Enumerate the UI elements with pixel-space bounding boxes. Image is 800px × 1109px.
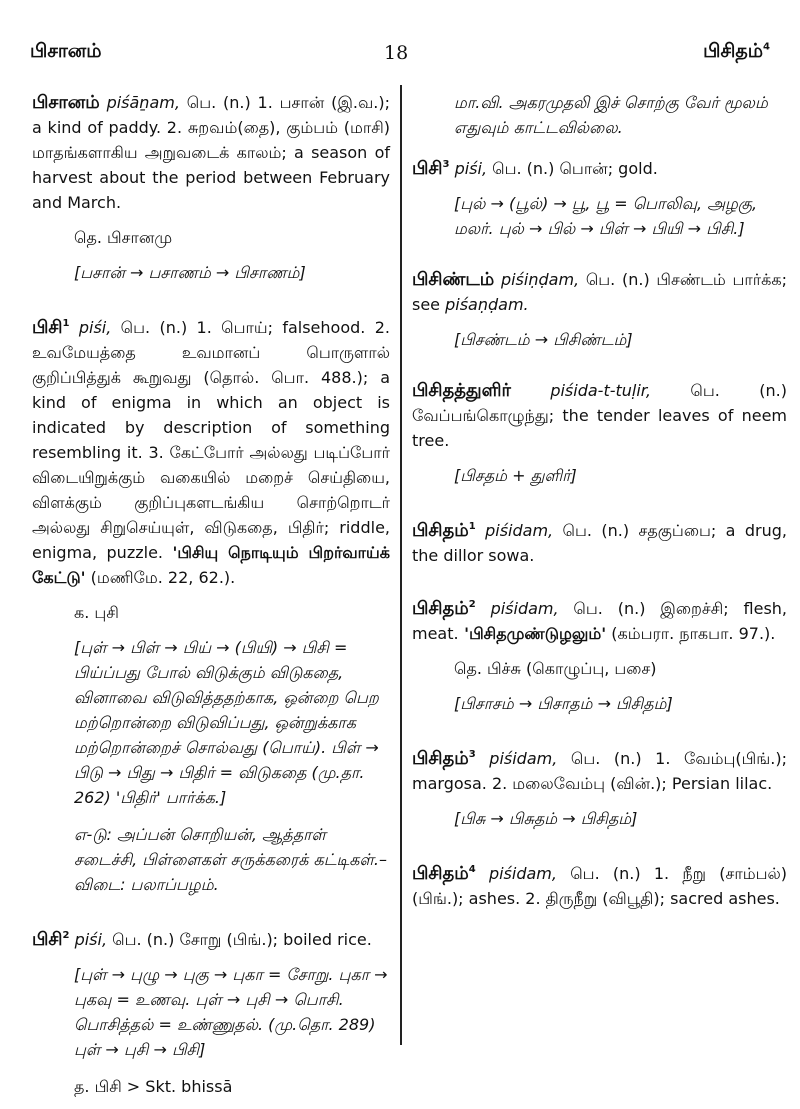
entry-pisi-2 (32, 923, 390, 952)
derivation: [பிசாசம் → பிசாதம் → பிசிதம்] (454, 694, 673, 713)
homonym-number: 1 (62, 318, 70, 329)
entry-pisindam (412, 267, 787, 317)
left-column (32, 90, 390, 1109)
running-head-right-word: பிசிதம் (703, 40, 764, 62)
transliteration: piśāṉam, (106, 93, 180, 112)
transliteration: piśidam, (488, 864, 557, 883)
derivation: [பிசதம் + துளிர்] (454, 466, 577, 485)
entry-pisi-3 (412, 152, 787, 181)
homonym-number: 2 (468, 599, 476, 610)
entry-pisidam-2 (412, 592, 787, 646)
running-head-right (703, 40, 770, 65)
example-riddle: எ-டு: அப்பன் சொறியன், ஆத்தாள் சடைச்சி, பிள்ளைகள் சருக்கரைக் கட்டிகள்.– விடை: பலாப்பழம். (74, 825, 388, 894)
transliteration: piśidam, (485, 521, 554, 540)
definition: பெ. (n.) வேப்பங்கொழுந்து; the tender leaves of neem tree. (412, 381, 788, 450)
continued-note: மா.வி. அகரமுதலி இச் சொற்கு வேர் மூலம் எதுவும் காட்டவில்லை. (454, 93, 768, 137)
quotation: 'பிசிதமுண்டுழலும்' (458, 624, 607, 643)
derivation: [புள் → பிள் → பிய் → (பியி) → பிசி = பிய்ப்பது போல் விடுக்கும் விடுகதை, வினாவை விடுவித்ததற்காக, ஒன்றை பெற மற்றொன்றை விடுவிப்பது, ஒன்றுக்காக மற்றொன்றைச் சொல்வது (பொய்). பிள் → பிடு → பிது → பிதிர் = விடுகதை (மு.தா. 262) 'பிதிர்' பார்க்க.] (74, 638, 379, 807)
homonym-number: 3 (442, 159, 450, 170)
definition: பெ. (n.) சோறு (பிங்.); boiled rice. (107, 930, 372, 949)
page-number: 18 (384, 42, 409, 64)
cognate: தெ. பிசானமு (74, 228, 173, 247)
definition: பெ. (n.) சதகுப்பை; a drug, the dillor sowa. (412, 521, 787, 565)
definition: பெ. (n.) இறைச்சி; flesh, meat. (412, 599, 787, 643)
transliteration: piśi, (74, 930, 108, 949)
derivation: [பிசண்டம் → பிசிண்டம்] (454, 330, 633, 349)
headword: பிசானம் (32, 92, 100, 113)
right-column (412, 90, 787, 921)
entry-pisanam (32, 90, 390, 215)
homonym-number: 4 (468, 864, 476, 875)
derivation: [பிசு → பிசுதம் → பிசிதம்] (454, 809, 638, 828)
derivation: [புல் → (பூல்) → பூ, பூ = பொலிவு, அழகு, மலர். புல் → பில் → பிள் → பியி → பிசி.] (454, 194, 758, 238)
transliteration: piśida-t-tuḷir, (550, 381, 651, 400)
definition: பெ. (n.) 1. பசான் (இ.வ.); a kind of paddy. 2. சுறவம்(தை), கும்பம் (மாசி) மாதங்களாகிய அறுவடைக் காலம்; a season of harvest about the period between February and March. (32, 93, 390, 212)
column-divider (400, 85, 402, 1045)
definition: பெ. (n.) 1. நீறு (சாம்பல்) (பிங்.); ashes. 2. திருநீறு (விபூதி); sacred ashes. (412, 864, 787, 908)
citation: (மணிமே. 22, 62.). (85, 568, 236, 587)
headword: பிசிதம்$^3$ (412, 748, 476, 769)
headword: பிசி$^1$ (32, 317, 70, 338)
entry-pisidam-4 (412, 857, 787, 911)
see-reference: piśaṇḍam. (445, 295, 529, 314)
definition: பெ. (n.) பொன்; gold. (487, 159, 658, 178)
entry-pisi-1 (32, 311, 390, 590)
transliteration: piśi, (454, 159, 488, 178)
running-head-left: பிசானம் (30, 40, 102, 62)
definition: பெ. (n.) 1. பொய்; falsehood. 2. உவமேயத்தை உவமானப் பொருளால் குறிப்பித்துக் கூறுவது (தொல். பொ. 488.); a kind of enigma in which an object is indicated by description of something resembling it. 3. கேட்போர் அல்லது படிப்போர் விடையிறுக்கும் வகையில் மறைச் செய்தியை, விளக்கும் குறிப்புகளடங்கிய சொற்றொடர் அல்லது சிறுசெய்யுள், விடுகதை, பிதிர்; riddle, enigma, puzzle. (32, 318, 390, 562)
entry-pisidam-3 (412, 742, 787, 796)
transliteration: piśiṇḍam, (500, 270, 580, 289)
headword: பிசி$^2$ (32, 929, 70, 950)
headword: பிசிதம்$^2$ (412, 598, 476, 619)
transliteration: piśidam, (490, 599, 559, 618)
cognate: த. பிசி > Skt. bhissā (74, 1077, 233, 1096)
homonym-number: 1 (468, 521, 476, 532)
derivation: [பசான் → பசாணம் → பிசாணம்] (74, 263, 306, 282)
headword: பிசிதத்துளிர் (412, 380, 511, 401)
homonym-number: 3 (468, 749, 476, 760)
citation: (கம்பரா. நாகபா. 97.). (606, 624, 776, 643)
entry-pisidattulir (412, 378, 787, 453)
quotation: 'பிசியு நொடியும் பிறர்வாய்க் கேட்டு' (32, 543, 390, 587)
transliteration: piśidam, (489, 749, 558, 768)
derivation: [புள் → புழு → புகு → புகா = சோறு. புகா → புகவு = உணவு. புள் → புசி → பொசி. பொசித்தல் = உண்ணுதல். (மு.தொ. 289) புள் → புசி → பிசி] (74, 965, 388, 1059)
homonym-number: 2 (62, 930, 70, 941)
transliteration: piśi, (78, 318, 112, 337)
cognate: தெ. பிச்சு (கொழுப்பு, பசை) (454, 659, 657, 678)
cognate: க. புசி (74, 603, 119, 622)
headword: பிசிண்டம் (412, 269, 495, 290)
definition: பெ. (n.) பிசண்டம் பார்க்க; see (412, 270, 788, 314)
headword: பிசிதம்$^4$ (412, 863, 476, 884)
headword: பிசி$^3$ (412, 158, 450, 179)
definition: பெ. (n.) 1. வேம்பு(பிங்.); margosa. 2. மலைவேம்பு (வின்.); Persian lilac. (412, 749, 787, 793)
headword: பிசிதம்$^1$ (412, 520, 476, 541)
running-head-right-sup: 4 (763, 41, 770, 53)
entry-pisidam-1 (412, 514, 787, 568)
